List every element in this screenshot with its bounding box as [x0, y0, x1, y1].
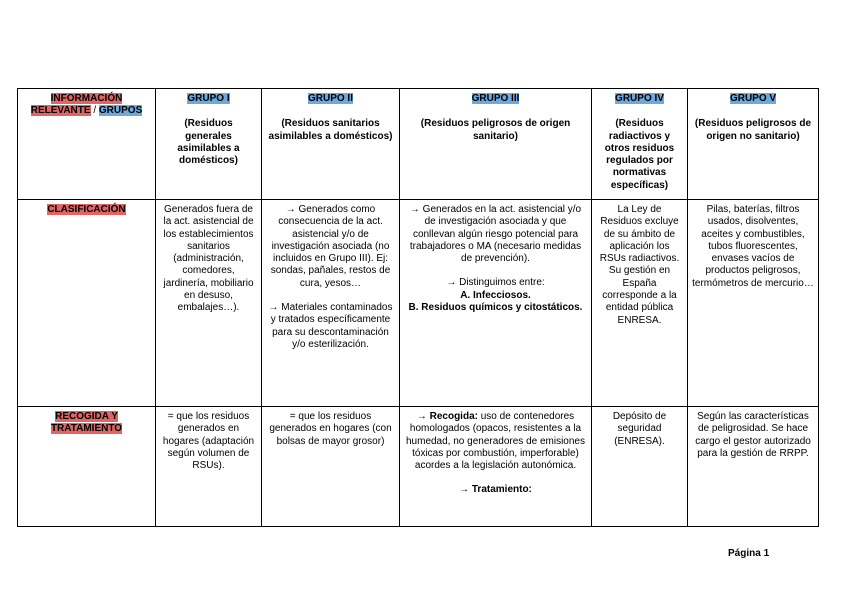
- group-1-desc: (Residuos generales asimilables a domésticos): [177, 118, 240, 167]
- recogida-g4-text: Depósito de seguridad (ENRESA).: [612, 411, 667, 447]
- clasificacion-g3-p2: → Distinguimos entre:: [446, 277, 545, 289]
- group-5-desc: (Residuos peligrosos de origen no sanitario): [694, 118, 812, 142]
- clasificacion-g4: [592, 200, 688, 407]
- group-2-header: [262, 89, 400, 200]
- group-4-desc: (Residuos radiactivos y otros residuos regulados por normativas específicas): [604, 118, 675, 191]
- recogida-label: RECOGIDA Y TRATAMIENTO: [50, 411, 123, 435]
- clasificacion-g2-p1: → Generados como consecuencia de la act. asistencial y/o de investigación asociada (no incluidos en Grupo III). Ej: sondas, pañales, restos de cura, yesos…: [270, 204, 391, 289]
- clasificacion-g5: [688, 200, 819, 407]
- group-3-desc: (Residuos peligrosos de origen sanitario): [420, 118, 571, 142]
- clasificacion-g3: [400, 200, 592, 407]
- recogida-g2-text: = que los residuos generados en hogares (con bolsas de mayor grosor): [269, 411, 392, 447]
- clasificacion-g3-b: B. Residuos químicos y citostáticos.: [408, 302, 583, 314]
- recogida-g3-p2: → Tratamiento:: [459, 484, 532, 496]
- header-label-groups: GRUPOS: [98, 105, 143, 117]
- header-row: [18, 89, 819, 200]
- recogida-g1-text: = que los residuos generados en hogares (adaptación según volumen de RSUs).: [162, 411, 255, 472]
- header-label-info: INFORMACIÓN RELEVANTE: [30, 93, 123, 117]
- recogida-g3: [400, 407, 592, 527]
- clasificacion-g1-text: Generados fuera de la act. asistencial de los establecimientos sanitarios (administración, comedores, jardinería, mobiliario en desuso, embalajes…).: [163, 204, 254, 314]
- recogida-g4: [592, 407, 688, 527]
- group-5-title: GRUPO V: [729, 93, 777, 104]
- group-1-title: GRUPO I: [187, 93, 230, 104]
- recogida-row: [18, 407, 819, 527]
- residuos-table: [17, 88, 819, 527]
- group-5-header: [688, 89, 819, 200]
- recogida-g3-p1: [404, 411, 587, 472]
- clasificacion-g4-text: La Ley de Residuos excluye de su ámbito de aplicación los RSUs radiactivos. Su gestión en España corresponde a la entidad pública ENRESA.: [599, 204, 680, 326]
- header-label-cell: [18, 89, 156, 200]
- clasificacion-g2: [262, 200, 400, 407]
- clasificacion-g1: [156, 200, 262, 407]
- clasificacion-row: [18, 200, 819, 407]
- recogida-g5: [688, 407, 819, 527]
- group-3-header: [400, 89, 592, 200]
- clasificacion-g5-text: Pilas, baterías, filtros usados, disolventes, aceites y combustibles, tubos fluorescentes, envases vacíos de productos peligrosos, termómetros de mercurio…: [692, 204, 814, 289]
- recogida-g3-body: uso de contenedores homologados (opacos, resistentes a la humedad, no generadores de emisiones tóxicas por combustión, imperforable) acordes a la legislación autonómica.: [405, 411, 585, 472]
- recogida-g2: [262, 407, 400, 527]
- group-4-title: GRUPO IV: [615, 93, 664, 104]
- group-2-desc: (Residuos sanitarios asimilables a domésticos): [268, 118, 393, 142]
- clasificacion-g2-p2: → Materiales contaminados y tratados específicamente para su descontaminación y/o esterilización.: [268, 302, 393, 350]
- recogida-label-cell: [18, 407, 156, 527]
- clasificacion-g3-a: A. Infecciosos.: [460, 289, 531, 301]
- recogida-g5-text: Según las características de peligrosidad. Se hace cargo el gestor autorizado para la gestión de RRPP.: [695, 411, 811, 459]
- recogida-g3-bold: → Recogida:: [416, 411, 478, 422]
- group-3-title: GRUPO III: [471, 93, 520, 104]
- group-2-title: GRUPO II: [307, 93, 353, 104]
- clasificacion-label-cell: [18, 200, 156, 407]
- recogida-g1: [156, 407, 262, 527]
- header-label-sep: /: [90, 105, 99, 117]
- clasificacion-label: CLASIFICACIÓN: [47, 204, 126, 215]
- page-number: Página 1: [728, 548, 770, 559]
- group-1-header: [156, 89, 262, 200]
- clasificacion-g3-p1: → Generados en la act. asistencial y/o de investigación asociada y que conllevan algún riesgo potencial para trabajadores o MA (necesario medidas de prevención).: [409, 204, 582, 265]
- group-4-header: [592, 89, 688, 200]
